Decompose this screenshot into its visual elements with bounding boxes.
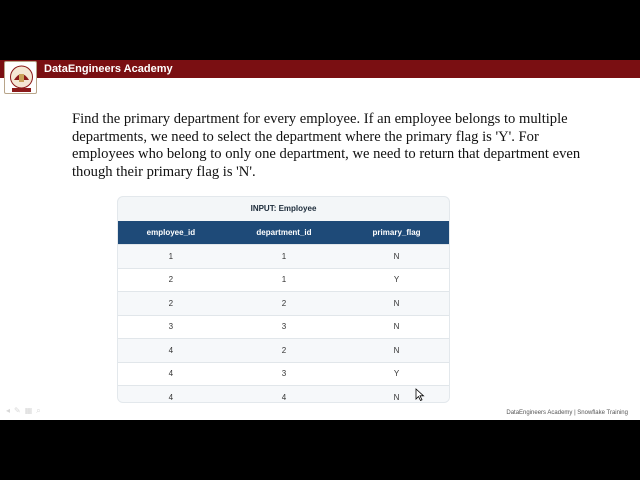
employee-table xyxy=(118,221,449,403)
cell-employee-id: 2 xyxy=(118,292,224,316)
slide-controls xyxy=(6,406,45,416)
cell-department-id: 4 xyxy=(224,386,344,404)
cell-primary-flag: N xyxy=(344,386,449,404)
table-row xyxy=(118,339,449,363)
cell-department-id: 1 xyxy=(224,268,344,292)
table-row xyxy=(118,315,449,339)
table-row xyxy=(118,386,449,404)
cell-employee-id: 1 xyxy=(118,245,224,269)
employee-table-card xyxy=(117,196,450,403)
cell-employee-id: 4 xyxy=(118,339,224,363)
cell-primary-flag: Y xyxy=(344,362,449,386)
cell-primary-flag: Y xyxy=(344,268,449,292)
footer-credit: DataEngineers Academy | Snowflake Training xyxy=(506,410,628,416)
table-caption: INPUT: Employee xyxy=(250,204,317,213)
cell-department-id: 1 xyxy=(224,245,344,269)
mouse-cursor-icon xyxy=(415,388,425,402)
academy-logo-icon xyxy=(4,61,37,94)
cell-primary-flag: N xyxy=(344,245,449,269)
presentation-slide xyxy=(0,60,640,420)
search-icon[interactable]: ⌕ xyxy=(36,406,45,415)
pen-icon[interactable]: ✎ xyxy=(14,406,25,415)
problem-statement: Find the primary department for every employee. If an employee belongs to multiple departments, we need to select the department where the primary flag is 'Y'. For employees who belong to only one department, we need to return that department even though their primary flag is 'N'. xyxy=(72,111,581,180)
cell-department-id: 2 xyxy=(224,292,344,316)
table-header-row xyxy=(118,221,449,245)
column-header-primary-flag: primary_flag xyxy=(344,221,449,245)
cell-primary-flag: N xyxy=(344,292,449,316)
cell-employee-id: 2 xyxy=(118,268,224,292)
prev-icon[interactable]: ◂ xyxy=(6,406,15,415)
column-header-employee-id: employee_id xyxy=(118,221,224,245)
table-row xyxy=(118,268,449,292)
cell-department-id: 2 xyxy=(224,339,344,363)
cell-primary-flag: N xyxy=(344,339,449,363)
cell-department-id: 3 xyxy=(224,315,344,339)
cell-employee-id: 4 xyxy=(118,386,224,404)
slides-icon[interactable]: ▦ xyxy=(24,406,37,415)
header-bar xyxy=(0,60,640,78)
table-row xyxy=(118,245,449,269)
table-row xyxy=(118,292,449,316)
table-row xyxy=(118,362,449,386)
cell-department-id: 3 xyxy=(224,362,344,386)
brand-title: DataEngineers Academy xyxy=(44,63,173,75)
cell-employee-id: 3 xyxy=(118,315,224,339)
column-header-department-id: department_id xyxy=(224,221,344,245)
cell-employee-id: 4 xyxy=(118,362,224,386)
cell-primary-flag: N xyxy=(344,315,449,339)
